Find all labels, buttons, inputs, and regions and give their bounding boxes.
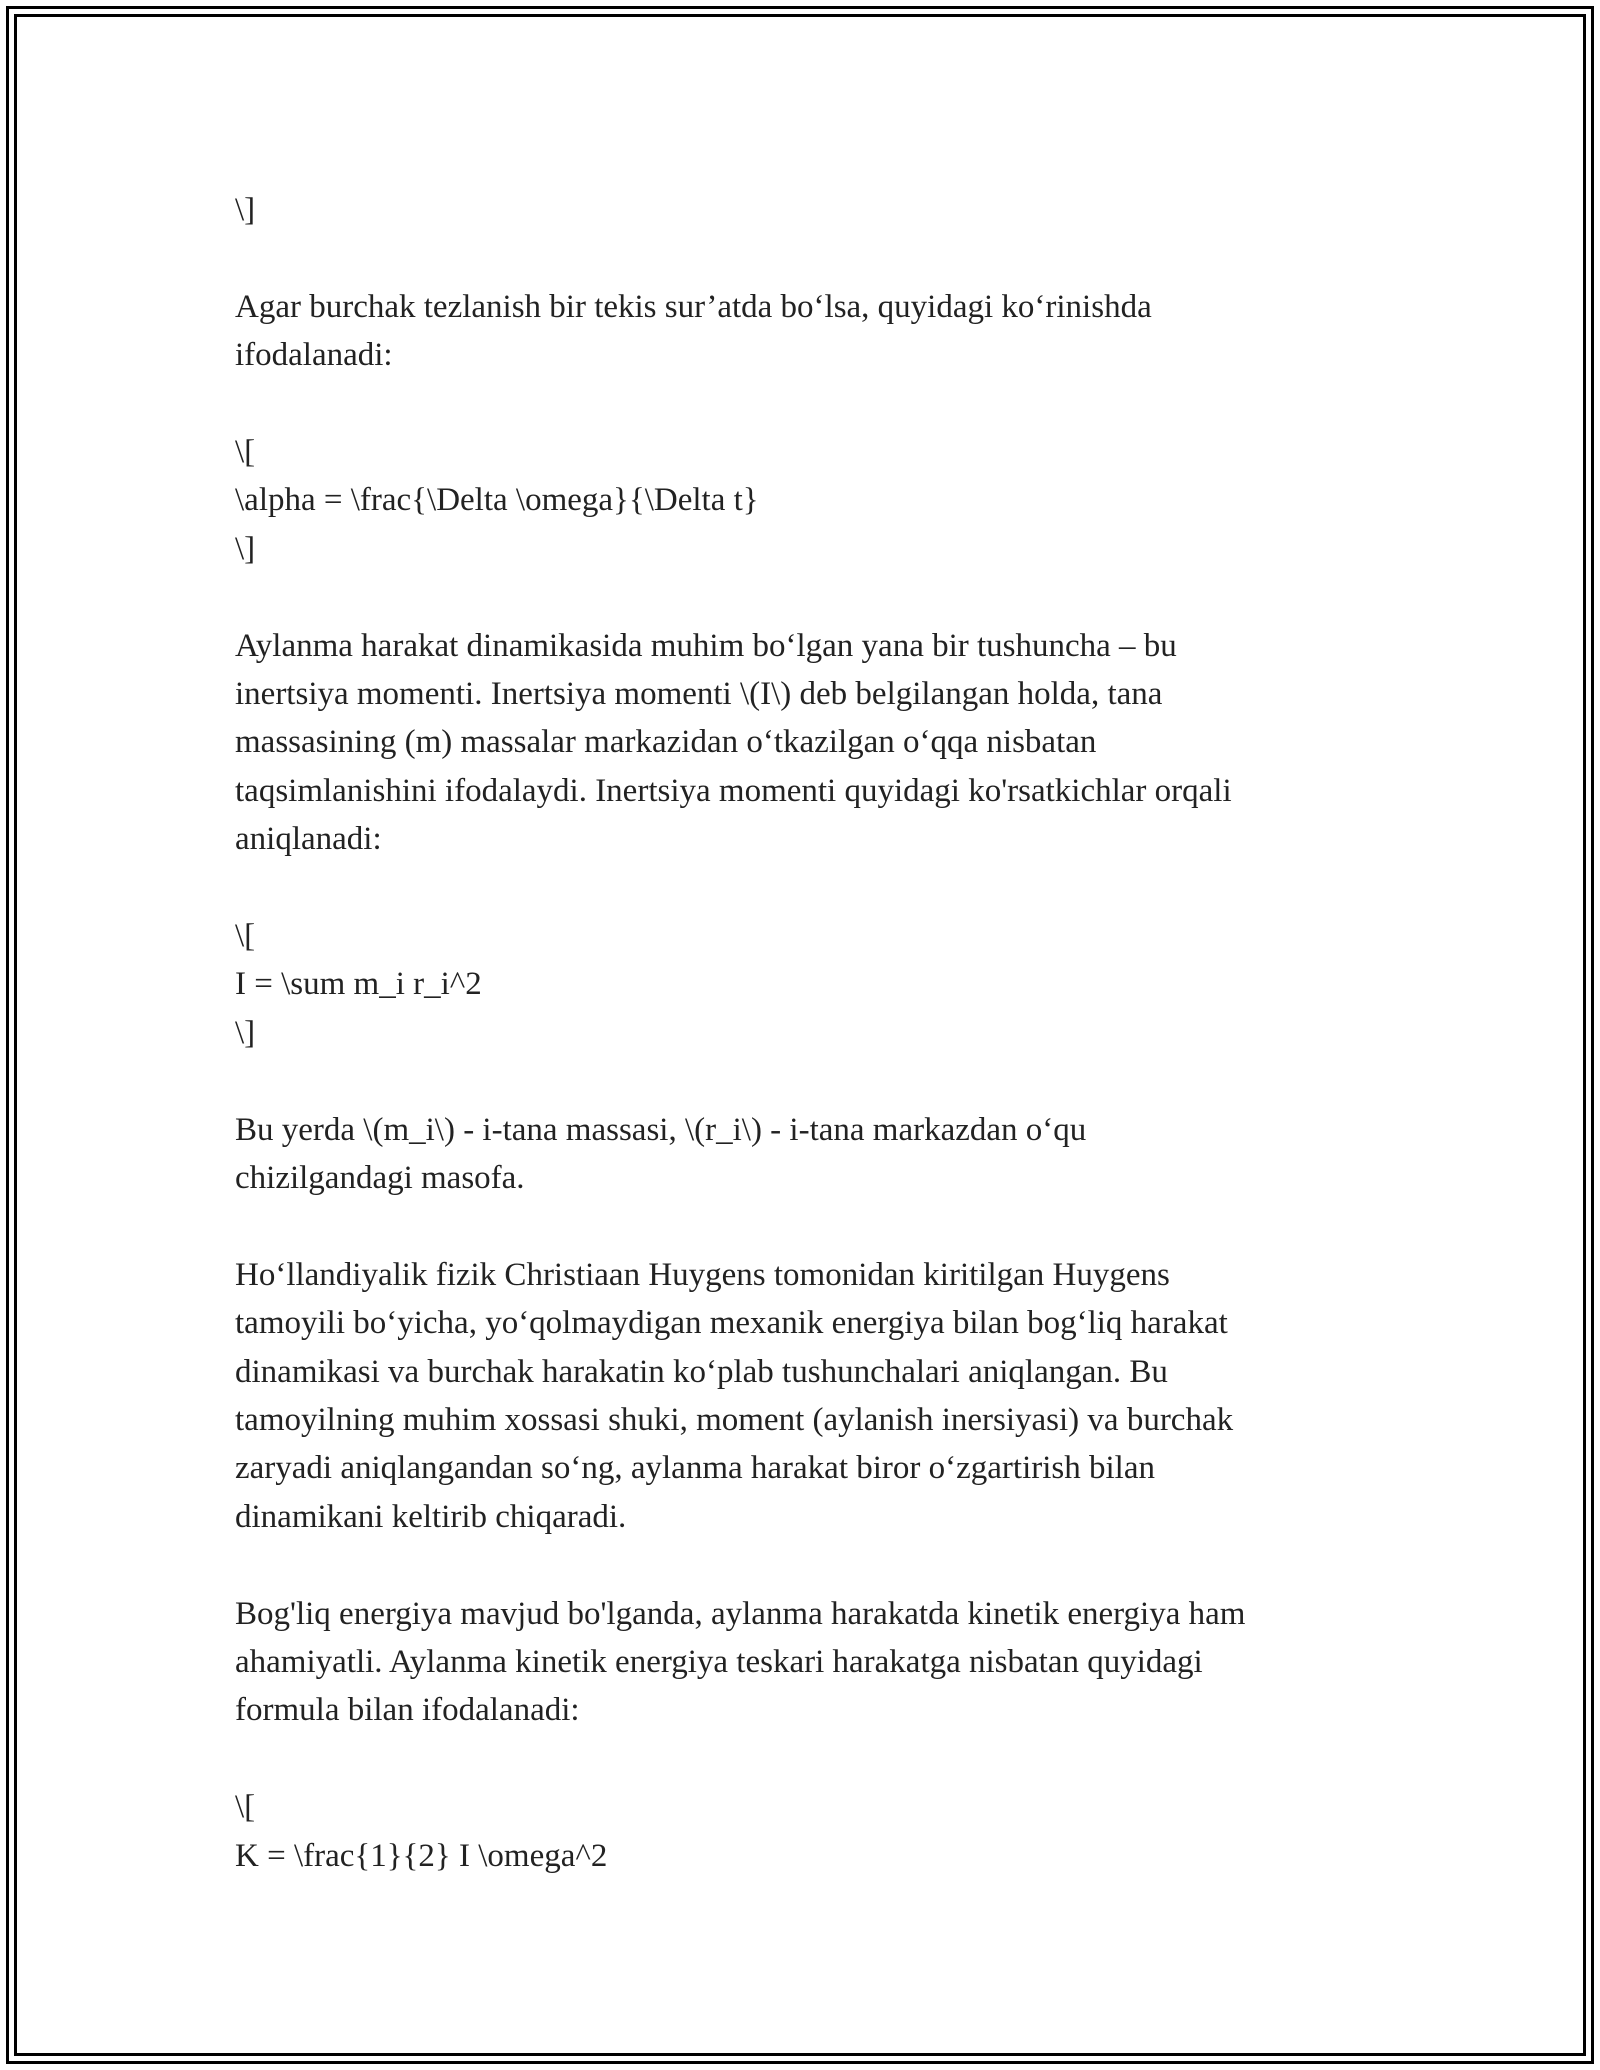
math-line: \[ [235,434,256,470]
math-line: \] [235,530,256,567]
math-block [235,912,1375,1057]
math-block [235,186,1375,234]
paragraph [235,1251,1375,1541]
math-line: \] [235,1014,256,1051]
math-block [235,428,1375,573]
math-line: \[ [235,1789,256,1826]
text-line: aniqlanadi: [235,821,382,858]
text-line: Bog'liq energiya mavjud bo'lganda, aylanma harakatda kinetik energiya ham [235,1595,1246,1632]
text-line: massasining (m) massalar markazidan o‘tkazilgan o‘qqa nisbatan [235,724,1097,761]
text-line: Agar burchak tezlanish bir tekis sur’atda bo‘lsa, quyidagi ko‘rinishda [235,288,1152,325]
text-line: chizilgandagi masofa. [235,1160,525,1197]
text-line: formula bilan ifodalanadi: [235,1692,580,1729]
document-body [235,186,1375,1880]
text-line: Ho‘llandiyalik fizik Christiaan Huygens tomonidan kiritilgan Huygens [235,1256,1170,1293]
text-line: tamoyili bo‘yicha, yo‘qolmaydigan mexanik energiya bilan bog‘liq harakat [235,1305,1228,1342]
math-line: K = \frac{1}{2} I \omega^2 [235,1837,608,1874]
text-line: ifodalanadi: [235,337,393,374]
math-line: I = \sum m_i r_i^2 [235,966,482,1003]
text-line: dinamikani keltirib chiqaradi. [235,1498,627,1535]
math-line: \[ [235,918,256,955]
text-line: zaryadi aniqlangandan so‘ng, aylanma harakat biror o‘zgartirish bilan [235,1450,1155,1487]
text-line: ahamiyatli. Aylanma kinetik energiya teskari harakatga nisbatan quyidagi [235,1644,1203,1681]
paragraph [235,1106,1375,1203]
text-line: Bu yerda \(m_i\) - i-tana massasi, \(r_i\) - i-tana markazdan o‘qu [235,1111,1087,1148]
paragraph [235,622,1375,864]
text-line: Aylanma harakat dinamikasida muhim bo‘lgan yana bir tushuncha – bu [235,627,1177,664]
text-line: tamoyilning muhim xossasi shuki, moment (aylanish inersiyasi) va burchak [235,1402,1234,1439]
text-line: taqsimlanishini ifodalaydi. Inertsiya momenti quyidagi ko'rsatkichlar orqali [235,772,1232,809]
paragraph [235,1590,1375,1735]
text-line: inertsiya momenti. Inertsiya momenti \(I\) deb belgilangan holda, tana [235,676,1163,713]
text-line: dinamikasi va burchak harakatin ko‘plab tushunchalari aniqlangan. Bu [235,1353,1168,1390]
math-line: \alpha = \frac{\Delta \omega}{\Delta t} [235,482,759,519]
math-block [235,1783,1375,1880]
paragraph [235,283,1375,380]
math-line: \] [235,192,256,228]
